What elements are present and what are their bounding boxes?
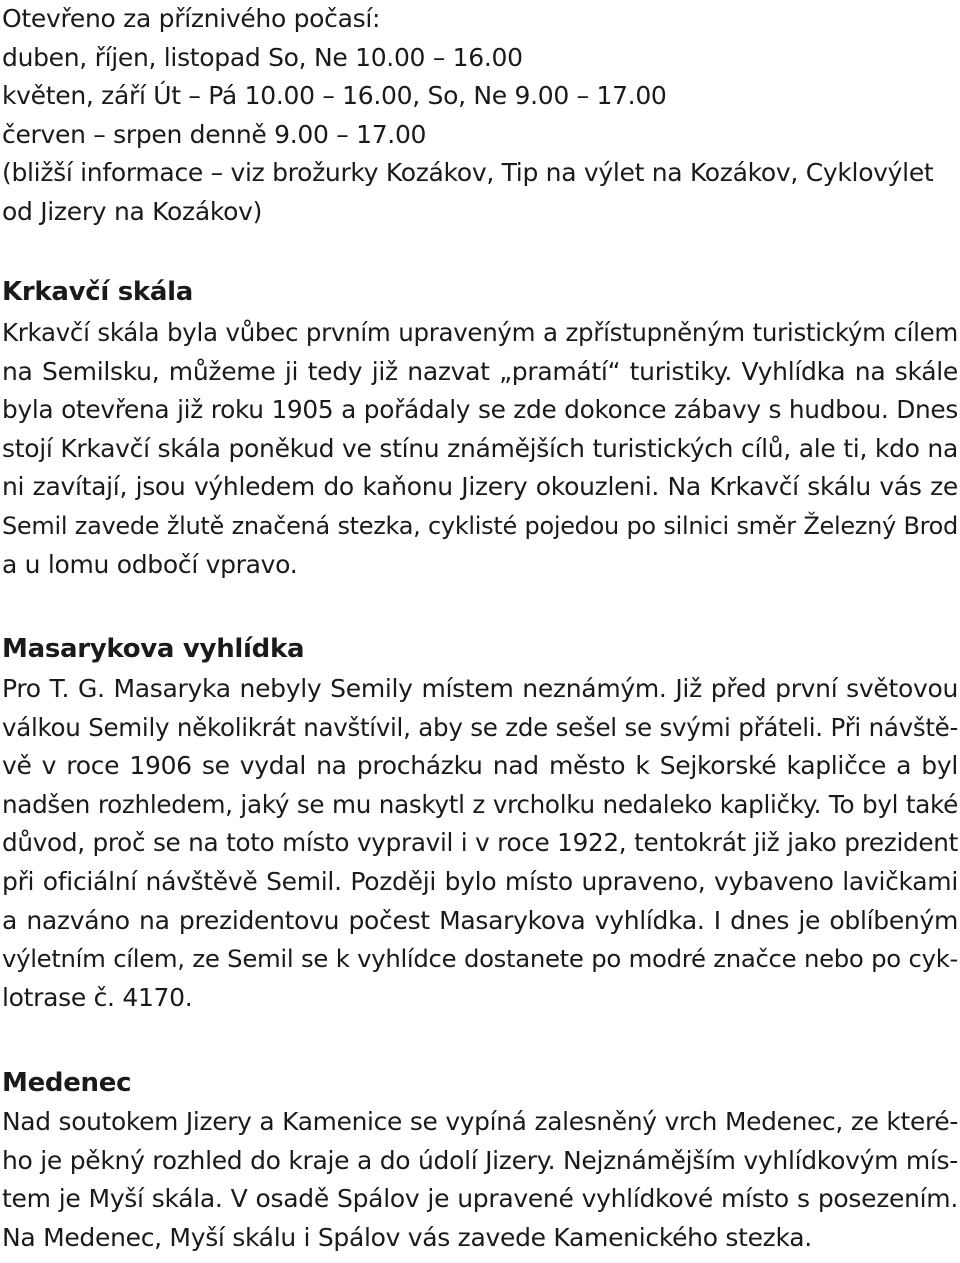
section-heading: Masarykova vyhlídka (2, 634, 305, 664)
paragraph-line: byla otevřena již roku 1905 a pořádaly se zde dokonce zábavy s hudbou. Dnes (2, 395, 958, 425)
paragraph-line: Semil zavede žlutě značená stezka, cyklisté pojedou po silnici směr Železný Brod (2, 511, 958, 540)
paragraph-line: na Semilsku, můžeme ji tedy již nazvat „pramátí“ turistiky. Vyhlídka na skále (2, 356, 958, 386)
opening-hours-line: červen – srpen denně 9.00 – 17.00 (2, 119, 427, 149)
paragraph-line: Na Medenec, Myší skálu i Spálov vás zavede Kamenického stezka. (2, 1222, 812, 1252)
opening-hours (2, 0, 958, 232)
section-heading: Krkavčí skála (2, 277, 193, 307)
paragraph-line: výletním cílem, ze Semil se k vyhlídce dostanete po modré značce nebo po cyk- (2, 944, 958, 974)
paragraph-line: ni zavítají, jsou výhledem do kaňonu Jizery okouzleni. Na Krkavčí skálu vás ze (2, 472, 958, 502)
paragraph-line: při oficiální návštěvě Semil. Později bylo místo upraveno, vybaveno lavičkami (2, 866, 958, 896)
paragraph-line: vě v roce 1906 se vydal na procházku nad město k Sejkorské kapličce a byl (2, 751, 958, 781)
paragraph-line: stojí Krkavčí skála poněkud ve stínu známějších turistických cílů, ale ti, kdo na (2, 433, 958, 463)
opening-hours-line: (bližší informace – viz brožurky Kozákov, Tip na výlet na Kozákov, Cyklovýlet (2, 158, 934, 188)
paragraph-line: Pro T. G. Masaryka nebyly Semily místem neznámým. Již před první světovou (2, 674, 958, 703)
paragraph-line: Krkavčí skála byla vůbec prvním upraveným a zpřístupněným turistickým cílem (2, 318, 958, 347)
paragraph-line: válkou Semily několikrát navštívil, aby se zde sešel se svými přáteli. Při návště- (2, 712, 958, 742)
section-paragraph (2, 1103, 958, 1257)
paragraph-line: nadšen rozhledem, jaký se mu naskytl z vrcholku nedaleko kapličky. To byl také (2, 789, 958, 819)
paragraph-line: tem je Myší skála. V osadě Spálov je upravené vyhlídkové místo s posezením. (2, 1184, 958, 1214)
paragraph-line: a u lomu odbočí vpravo. (2, 549, 298, 579)
opening-hours-line: od Jizery na Kozákov) (2, 196, 263, 226)
paragraph-line: lotrase č. 4170. (2, 982, 193, 1012)
opening-hours-line: duben, říjen, listopad So, Ne 10.00 – 16.00 (2, 42, 523, 72)
section-heading: Medenec (2, 1068, 132, 1098)
paragraph-line: důvod, proč se na toto místo vypravil i v roce 1922, tentokrát již jako prezident (2, 828, 958, 858)
paragraph-line: ho je pěkný rozhled do kraje a do údolí Jizery. Nejznámějším vyhlídkovým mís- (2, 1145, 958, 1175)
section-paragraph (2, 670, 958, 1017)
opening-hours-line: Otevřeno za příznivého počasí: (2, 4, 381, 33)
section-paragraph (2, 314, 958, 584)
paragraph-line: a nazváno na prezidentovu počest Masarykova vyhlídka. I dnes je oblíbeným (2, 905, 958, 935)
paragraph-line: Nad soutokem Jizery a Kamenice se vypíná zalesněný vrch Medenec, ze které- (2, 1107, 958, 1136)
opening-hours-line: květen, září Út – Pá 10.00 – 16.00, So, Ne 9.00 – 17.00 (2, 81, 667, 111)
